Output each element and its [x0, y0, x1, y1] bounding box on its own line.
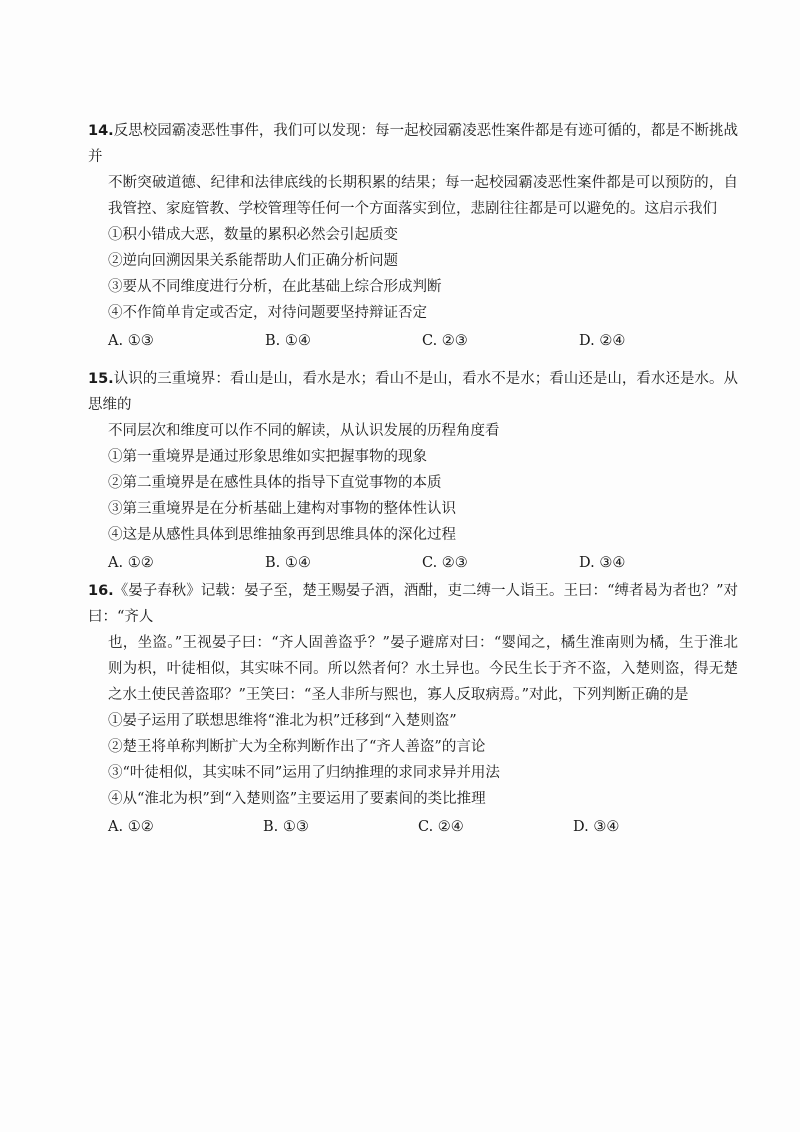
option-c[interactable]: C. ②③	[422, 555, 468, 571]
option-b[interactable]: B. ①④	[265, 333, 311, 349]
answer-options	[108, 814, 738, 840]
statement-2: ②第二重境界是在感性具体的指导下直觉事物的本质	[108, 475, 442, 491]
question-stem	[88, 118, 738, 222]
statement-1: ①积小错成大恶，数量的累积必然会引起质变	[108, 227, 398, 243]
option-c[interactable]: C. ②③	[422, 333, 468, 349]
option-a[interactable]: A. ①②	[108, 819, 154, 835]
statement-4: ④这是从感性具体到思维抽象再到思维具体的深化过程	[108, 527, 456, 543]
statement-4: ④从“淮北为枳”到“入楚则盗”主要运用了要素间的类比推理	[108, 791, 486, 807]
stem-first-line: 反思校园霸凌恶性事件，我们可以发现：每一起校园霸凌恶性案件都是有迹可循的，都是不断挑战并	[88, 123, 738, 165]
statement-3: ③“叶徒相似，其实味不同”运用了归纳推理的求同求异并用法	[108, 765, 500, 781]
option-b[interactable]: B. ①③	[263, 819, 309, 835]
stem-continuation: 也，坐盗。”王视晏子曰：“齐人固善盗乎？”晏子避席对曰：“婴闻之，橘生淮南则为橘，生于淮北则为枳，叶徒相似，其实味不同。所以然者何？水土异也。今民生长于齐不盗，入楚则盗，得无楚之水土使民善盗耶？”王笑曰：“圣人非所与熙也，寡人反取病焉。”对此，下列判断正确的是	[108, 635, 738, 703]
option-d[interactable]: D. ②④	[579, 333, 626, 349]
statement-4: ④不作简单肯定或否定，对待问题要坚持辩证否定	[108, 305, 427, 321]
option-d[interactable]: D. ③④	[573, 819, 620, 835]
statement-3: ③第三重境界是在分析基础上建构对事物的整体性认识	[108, 501, 456, 517]
stem-first-line: 认识的三重境界：看山是山，看水是水；看山不是山，看水不是水；看山还是山，看水还是水。从思维的	[88, 371, 738, 413]
question-number: 15.	[88, 371, 114, 387]
option-d[interactable]: D. ③④	[579, 555, 626, 571]
question-number: 14.	[88, 123, 114, 139]
option-a[interactable]: A. ①③	[108, 333, 154, 349]
statement-2: ②楚王将单称判断扩大为全称判断作出了“齐人善盗”的言论	[108, 739, 486, 755]
question-stem	[88, 366, 738, 444]
option-c[interactable]: C. ②④	[418, 819, 464, 835]
statement-1: ①晏子运用了联想思维将“淮北为枳”迁移到“入楚则盗”	[108, 713, 457, 729]
stem-first-line: 《晏子春秋》记载：晏子至，楚王赐晏子酒，酒酣，吏二缚一人诣王。王曰：“缚者曷为者也？”对曰：“齐人	[88, 583, 738, 625]
statement-1: ①第一重境界是通过形象思维如实把握事物的现象	[108, 449, 427, 465]
statement-2: ②逆向回溯因果关系能帮助人们正确分析问题	[108, 253, 398, 269]
stem-continuation: 不同层次和维度可以作不同的解读，从认识发展的历程角度看	[108, 423, 500, 439]
option-a[interactable]: A. ①②	[108, 555, 154, 571]
question-14	[88, 118, 738, 354]
statement-3: ③要从不同维度进行分析，在此基础上综合形成判断	[108, 279, 442, 295]
question-number: 16.	[88, 583, 114, 599]
answer-options	[108, 328, 738, 354]
question-16	[88, 578, 738, 840]
question-15	[88, 366, 738, 576]
answer-options	[108, 550, 738, 576]
question-stem	[88, 578, 738, 708]
option-b[interactable]: B. ①④	[265, 555, 311, 571]
stem-continuation: 不断突破道德、纪律和法律底线的长期积累的结果；每一起校园霸凌恶性案件都是可以预防的，自我管控、家庭管教、学校管理等任何一个方面落实到位，悲剧往往都是可以避免的。这启示我们	[108, 175, 738, 217]
